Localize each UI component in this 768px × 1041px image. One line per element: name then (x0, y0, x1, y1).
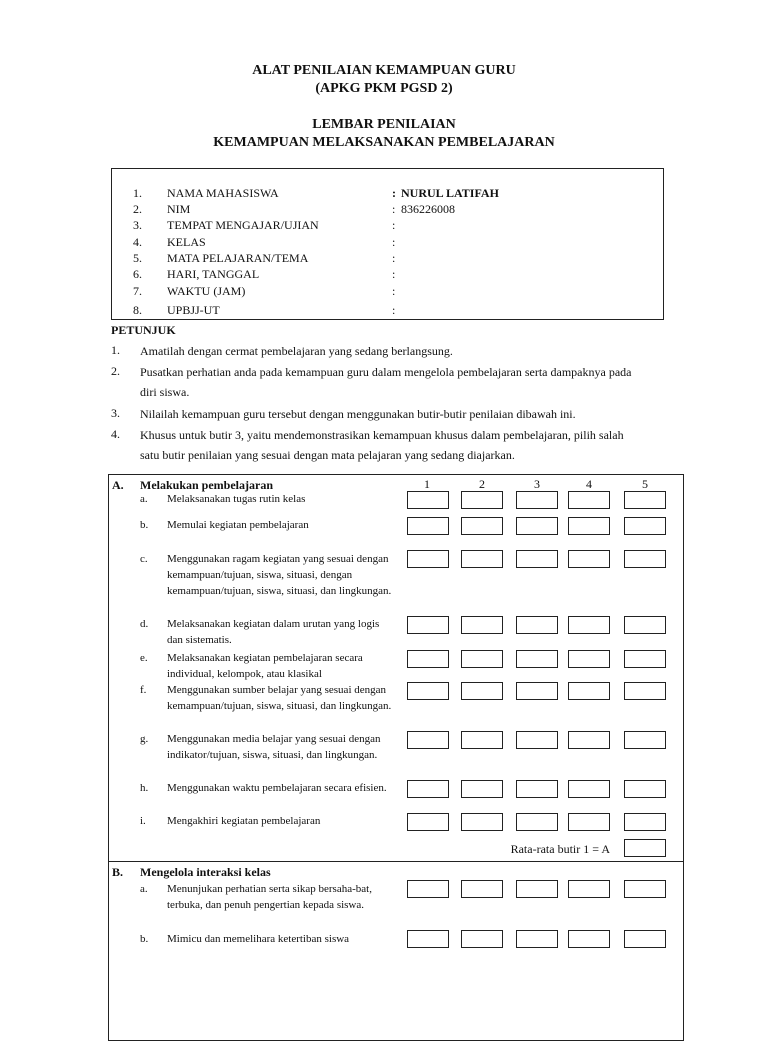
item-letter: b. (140, 519, 149, 531)
a-rating-box-3-2[interactable] (461, 550, 503, 568)
item-letter: c. (140, 553, 148, 565)
info-label: NAMA MAHASISWA (167, 186, 279, 200)
b-rating-box-2-1[interactable] (407, 930, 449, 948)
a-rating-box-4-5[interactable] (624, 616, 666, 634)
a-rating-box-7-2[interactable] (461, 731, 503, 749)
a-rating-box-8-2[interactable] (461, 780, 503, 798)
a-rating-box-7-4[interactable] (568, 731, 610, 749)
a-rating-box-4-2[interactable] (461, 616, 503, 634)
a-rating-box-6-1[interactable] (407, 682, 449, 700)
item-text: Menggunakan sumber belajar yang sesuai dengan kemampuan/tujuan, siswa, situasi, dan lingkungan. (167, 684, 392, 712)
b-rating-box-2-5[interactable] (624, 930, 666, 948)
b-rating-box-2-2[interactable] (461, 930, 503, 948)
item-letter: e. (140, 652, 148, 664)
info-number: 7. (133, 284, 142, 298)
instruction-number: 3. (111, 406, 120, 420)
instructions-heading: PETUNJUK (111, 323, 176, 337)
a-rating-box-1-5[interactable] (624, 491, 666, 509)
info-number: 3. (133, 218, 142, 232)
info-colon: : (392, 251, 396, 265)
b-rating-box-1-2[interactable] (461, 880, 503, 898)
instruction-number: 2. (111, 364, 120, 378)
scale-header-3: 3 (534, 477, 540, 491)
info-number: 2. (133, 202, 142, 216)
sheet-title: LEMBAR PENILAIAN (312, 117, 456, 132)
b-rating-box-2-4[interactable] (568, 930, 610, 948)
a-rating-box-7-1[interactable] (407, 731, 449, 749)
item-letter: i. (140, 815, 146, 827)
instruction-text: Amatilah dengan cermat pembelajaran yang sedang berlangsung. (140, 344, 453, 358)
instruction-text: Khusus untuk butir 3, yaitu mendemonstrasikan kemampuan khusus dalam pembelajaran, pilih salah satu butir penilaian yang sesuai dengan mata pelajaran yang sedang diajarkan. (140, 428, 624, 462)
b-rating-box-1-4[interactable] (568, 880, 610, 898)
a-rating-box-8-1[interactable] (407, 780, 449, 798)
item-text: Mengakhiri kegiatan pembelajaran (167, 815, 321, 827)
a-rating-box-8-4[interactable] (568, 780, 610, 798)
item-text: Memulai kegiatan pembelajaran (167, 519, 309, 531)
item-letter: a. (140, 883, 148, 895)
item-letter: a. (140, 493, 148, 505)
a-rating-box-9-5[interactable] (624, 813, 666, 831)
a-rating-box-4-3[interactable] (516, 616, 558, 634)
a-rating-box-7-5[interactable] (624, 731, 666, 749)
info-colon: : (392, 218, 396, 232)
item-text: Menunjukan perhatian serta sikap bersaha-bat, terbuka, dan penuh pengertian kepada siswa. (167, 883, 372, 911)
item-letter: h. (140, 782, 149, 794)
a-rating-box-2-3[interactable] (516, 517, 558, 535)
info-colon: : (392, 235, 396, 249)
item-letter: g. (140, 733, 149, 745)
a-rating-box-8-3[interactable] (516, 780, 558, 798)
info-number: 1. (133, 186, 142, 200)
a-rating-box-1-2[interactable] (461, 491, 503, 509)
b-rating-box-2-3[interactable] (516, 930, 558, 948)
info-label: KELAS (167, 235, 206, 249)
item-letter: d. (140, 618, 149, 630)
info-label: MATA PELAJARAN/TEMA (167, 251, 309, 265)
info-colon: : (392, 202, 396, 216)
a-rating-box-1-4[interactable] (568, 491, 610, 509)
item-letter: b. (140, 933, 149, 945)
a-rating-box-3-4[interactable] (568, 550, 610, 568)
a-rating-box-7-3[interactable] (516, 731, 558, 749)
item-text: Melaksanakan kegiatan dalam urutan yang logis dan sistematis. (167, 618, 380, 646)
instruction-text: Nilailah kemampuan guru tersebut dengan menggunakan butir-butir penilaian dibawah ini. (140, 407, 576, 421)
b-rating-box-1-1[interactable] (407, 880, 449, 898)
b-rating-box-1-3[interactable] (516, 880, 558, 898)
form-title: ALAT PENILAIAN KEMAMPUAN GURU (252, 63, 516, 78)
info-number: 6. (133, 267, 142, 281)
average-a-label: Rata-rata butir 1 = A (510, 842, 610, 856)
section-a-letter: A. (112, 478, 124, 492)
item-text: Menggunakan media belajar yang sesuai dengan indikator/tujuan, siswa, situasi, dan lingkungan. (167, 733, 381, 761)
item-text: Menggunakan waktu pembelajaran secara efisien. (167, 782, 387, 794)
info-label: NIM (167, 202, 191, 216)
a-rating-box-2-2[interactable] (461, 517, 503, 535)
section-a-title: Melakukan pembelajaran (140, 478, 274, 492)
a-rating-box-4-1[interactable] (407, 616, 449, 634)
info-colon: : (392, 303, 396, 317)
a-rating-box-5-5[interactable] (624, 650, 666, 668)
instruction-number: 4. (111, 427, 120, 441)
sheet-subtitle: KEMAMPUAN MELAKSANAKAN PEMBELAJARAN (213, 135, 555, 150)
info-label: UPBJJ-UT (167, 303, 220, 317)
section-b-title: Mengelola interaksi kelas (140, 865, 271, 879)
item-text: Melaksanakan tugas rutin kelas (167, 493, 306, 505)
info-colon: : (392, 267, 396, 281)
item-text: Menggunakan ragam kegiatan yang sesuai dengan kemampuan/tujuan, siswa, situasi, dengan kemampuan/tujuan, siswa, situasi, dan lingkungan. (167, 553, 392, 597)
instruction-text: Pusatkan perhatian anda pada kemampuan guru dalam mengelola pembelajaran serta dampaknya pada diri siswa. (140, 365, 632, 399)
scale-header-1: 1 (424, 477, 430, 491)
a-rating-box-9-4[interactable] (568, 813, 610, 831)
form-subtitle: (APKG PKM PGSD 2) (315, 81, 453, 96)
a-rating-box-9-2[interactable] (461, 813, 503, 831)
a-rating-box-6-2[interactable] (461, 682, 503, 700)
section-b-letter: B. (112, 865, 124, 879)
a-rating-box-3-3[interactable] (516, 550, 558, 568)
a-rating-box-8-5[interactable] (624, 780, 666, 798)
info-label: TEMPAT MENGAJAR/UJIAN (167, 218, 319, 232)
info-colon: : (392, 284, 396, 298)
a-rating-box-6-3[interactable] (516, 682, 558, 700)
a-rating-box-1-1[interactable] (407, 491, 449, 509)
item-text: Mimicu dan memelihara ketertiban siswa (167, 933, 350, 945)
average-a-box[interactable] (624, 839, 666, 857)
scale-header-2: 2 (479, 477, 485, 491)
a-rating-box-3-1[interactable] (407, 550, 449, 568)
a-rating-box-5-2[interactable] (461, 650, 503, 668)
info-label: WAKTU (JAM) (167, 284, 246, 298)
scale-header-4: 4 (586, 477, 592, 491)
identity-box (111, 168, 664, 320)
a-rating-box-9-1[interactable] (407, 813, 449, 831)
item-text: Melaksanakan kegiatan pembelajaran secara individual, kelompok, atau klasikal (167, 652, 363, 680)
info-number: 8. (133, 303, 142, 317)
info-label: HARI, TANGGAL (167, 267, 260, 281)
a-rating-box-2-1[interactable] (407, 517, 449, 535)
info-value-nim: 836226008 (401, 202, 455, 216)
instruction-number: 1. (111, 343, 120, 357)
info-value-name: NURUL LATIFAH (401, 186, 499, 200)
a-rating-box-5-3[interactable] (516, 650, 558, 668)
info-colon: : (392, 186, 396, 200)
scale-header-5: 5 (642, 477, 648, 491)
item-letter: f. (140, 684, 147, 696)
a-rating-box-4-4[interactable] (568, 616, 610, 634)
a-rating-box-5-4[interactable] (568, 650, 610, 668)
a-rating-box-6-4[interactable] (568, 682, 610, 700)
a-rating-box-2-5[interactable] (624, 517, 666, 535)
a-rating-box-6-5[interactable] (624, 682, 666, 700)
b-rating-box-1-5[interactable] (624, 880, 666, 898)
info-number: 4. (133, 235, 142, 249)
a-rating-box-5-1[interactable] (407, 650, 449, 668)
a-rating-box-2-4[interactable] (568, 517, 610, 535)
a-rating-box-9-3[interactable] (516, 813, 558, 831)
a-rating-box-3-5[interactable] (624, 550, 666, 568)
info-number: 5. (133, 251, 142, 265)
a-rating-box-1-3[interactable] (516, 491, 558, 509)
